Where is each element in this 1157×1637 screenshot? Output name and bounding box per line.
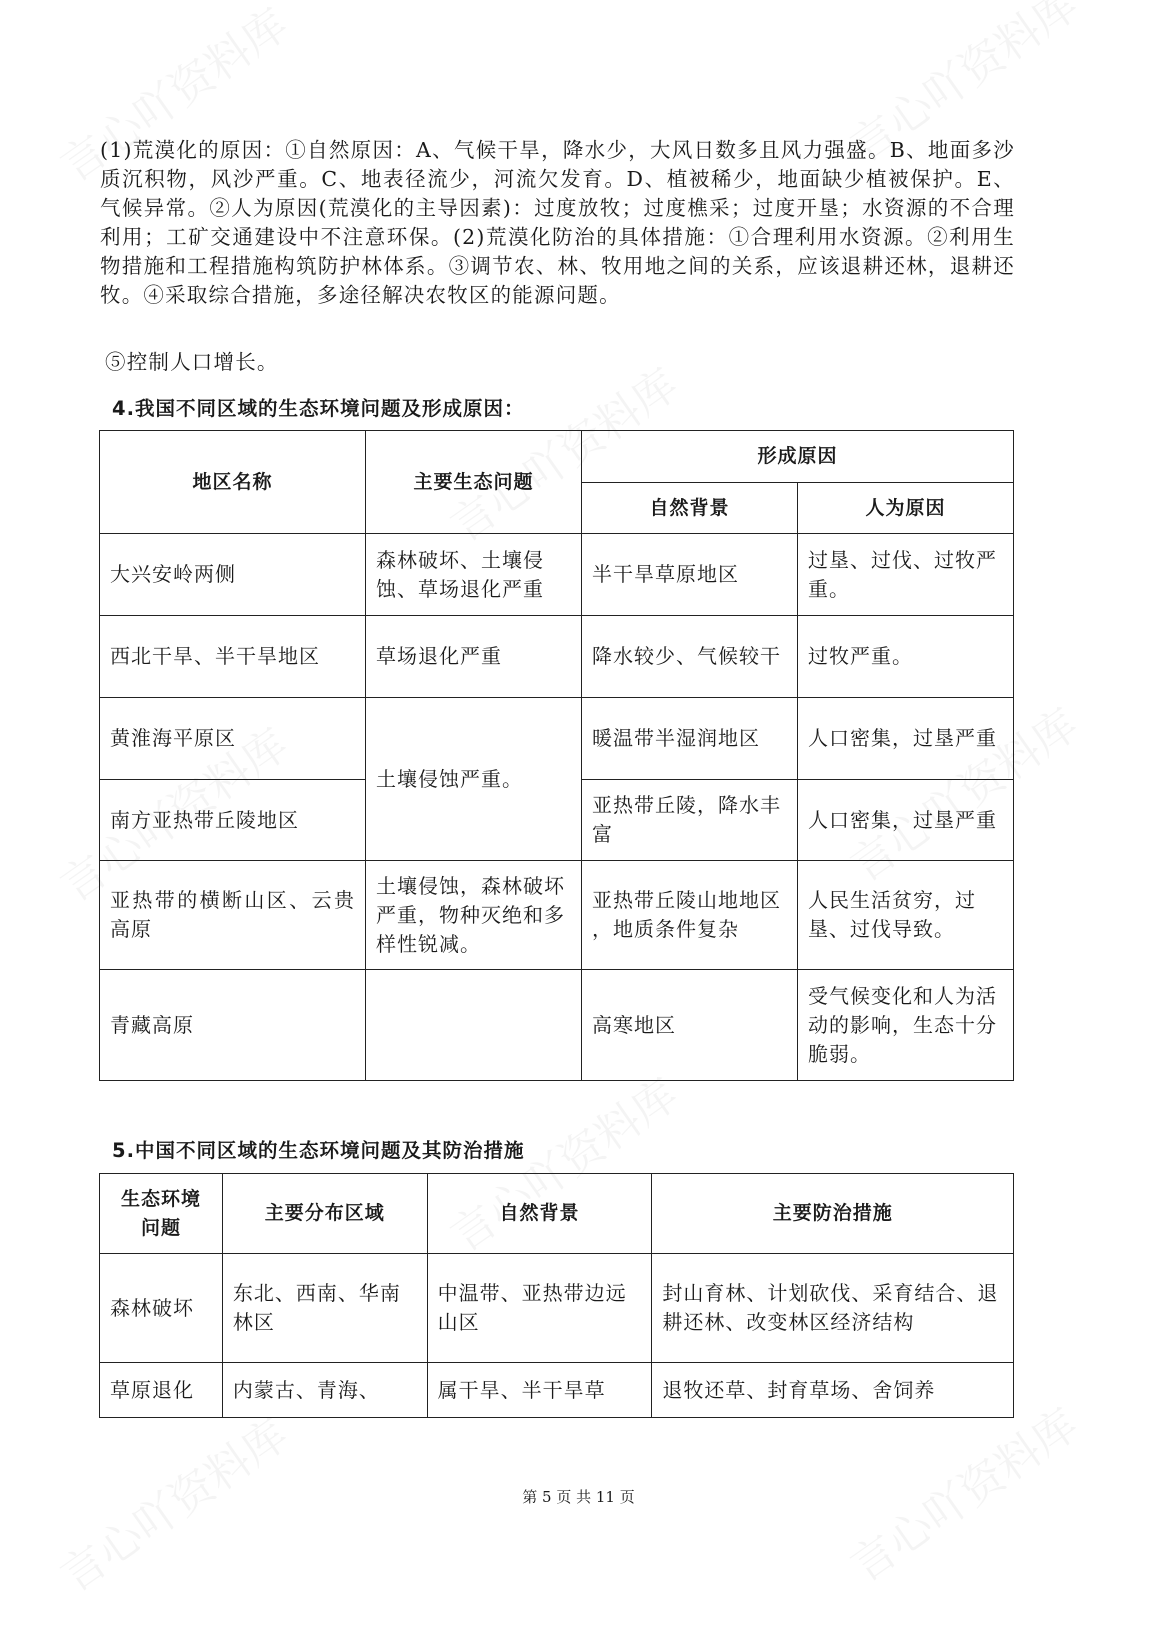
population-control-paragraph: ⑤控制人口增长。 bbox=[105, 350, 279, 374]
table-header-row bbox=[100, 1174, 1014, 1254]
cell-region: 黄淮海平原区 bbox=[100, 698, 366, 780]
cell-natural: 半干旱草原地区 bbox=[582, 534, 798, 616]
cell-human: 受气候变化和人为活动的影响，生态十分脆弱。 bbox=[798, 970, 1014, 1081]
prevention-measures-table bbox=[99, 1173, 1014, 1418]
cell-region: 西北干旱、半干旱地区 bbox=[100, 616, 366, 698]
table-row bbox=[100, 1254, 1014, 1363]
cell-natural: 中温带、亚热带边远山区 bbox=[427, 1254, 652, 1363]
cell-natural: 降水较少、气候较干 bbox=[582, 616, 798, 698]
cell-problem bbox=[366, 970, 582, 1081]
cell-human: 过垦、过伐、过牧严重。 bbox=[798, 534, 1014, 616]
header-natural: 自然背景 bbox=[427, 1174, 652, 1254]
cell-region: 亚热带的横断山区、云贵高原 bbox=[100, 861, 366, 970]
cell-problem: 森林破坏、土壤侵蚀、草场退化严重 bbox=[366, 534, 582, 616]
cell-problem: 土壤侵蚀，森林破坏严重，物种灭绝和多样性锐减。 bbox=[366, 861, 582, 970]
cell-problem: 土壤侵蚀严重。 bbox=[366, 698, 582, 861]
cell-human: 人口密集，过垦严重 bbox=[798, 780, 1014, 861]
table-header-row bbox=[100, 431, 1014, 483]
cell-natural: 属干旱、半干旱草 bbox=[427, 1363, 652, 1418]
cell-natural: 亚热带丘陵山地地区 ，地质条件复杂 bbox=[582, 861, 798, 970]
section-5-title: 5.中国不同区域的生态环境问题及其防治措施 bbox=[112, 1139, 525, 1162]
header-cause: 形成原因 bbox=[582, 431, 1014, 483]
cell-natural: 亚热带丘陵，降水丰富 bbox=[582, 780, 798, 861]
cell-problem: 草原退化 bbox=[100, 1363, 223, 1418]
header-human: 人为原因 bbox=[798, 483, 1014, 534]
cell-natural: 暖温带半湿润地区 bbox=[582, 698, 798, 780]
header-region: 地区名称 bbox=[100, 431, 366, 534]
header-distribution: 主要分布区域 bbox=[222, 1174, 427, 1254]
cell-region: 南方亚热带丘陵地区 bbox=[100, 780, 366, 861]
cell-problem: 森林破坏 bbox=[100, 1254, 223, 1363]
section-4-title: 4.我国不同区域的生态环境问题及形成原因： bbox=[112, 397, 525, 420]
table-row bbox=[100, 1363, 1014, 1418]
header-natural: 自然背景 bbox=[582, 483, 798, 534]
header-problem: 主要生态问题 bbox=[366, 431, 582, 534]
cell-region: 大兴安岭两侧 bbox=[100, 534, 366, 616]
cell-measures: 退牧还草、封育草场、舍饲养 bbox=[652, 1363, 1014, 1418]
table-row bbox=[100, 861, 1014, 970]
cell-distribution: 内蒙古、青海、 bbox=[222, 1363, 427, 1418]
cell-human: 人民生活贫穷，过垦、过伐导致。 bbox=[798, 861, 1014, 970]
cell-measures: 封山育林、计划砍伐、采育结合、退耕还林、改变林区经济结构 bbox=[652, 1254, 1014, 1363]
regional-problems-table bbox=[99, 430, 1014, 1081]
desertification-paragraph: (1)荒漠化的原因：①自然原因：A、气候干旱，降水少，大风日数多且风力强盛。B、地面多沙质沉积物，风沙严重。C、地表径流少，河流欠发育。D、植被稀少，地面缺少植被保护。E、气候异常。②人为原因(荒漠化的主导因素)：过度放牧；过度樵采；过度开垦；水资源的不合理利用；工矿交通建设中不注意环保。(2)荒漠化防治的具体措施：①合理利用水资源。②利用生物措施和工程措施构筑防护林体系。③调节农、林、牧用地之间的关系，应该退耕还林，退耕还牧。④采取综合措施，多途径解决农牧区的能源问题。 bbox=[100, 138, 1015, 307]
cell-region: 青藏高原 bbox=[100, 970, 366, 1081]
header-problem: 生态环境问题 bbox=[100, 1174, 223, 1254]
table-row bbox=[100, 534, 1014, 616]
header-measures: 主要防治措施 bbox=[652, 1174, 1014, 1254]
table-row bbox=[100, 970, 1014, 1081]
cell-human: 人口密集，过垦严重 bbox=[798, 698, 1014, 780]
cell-problem: 草场退化严重 bbox=[366, 616, 582, 698]
table-row bbox=[100, 698, 1014, 780]
cell-human: 过牧严重。 bbox=[798, 616, 1014, 698]
cell-natural: 高寒地区 bbox=[582, 970, 798, 1081]
table-row bbox=[100, 616, 1014, 698]
page-number: 第 5 页 共 11 页 bbox=[522, 1488, 635, 1506]
cell-distribution: 东北、西南、华南林区 bbox=[222, 1254, 427, 1363]
